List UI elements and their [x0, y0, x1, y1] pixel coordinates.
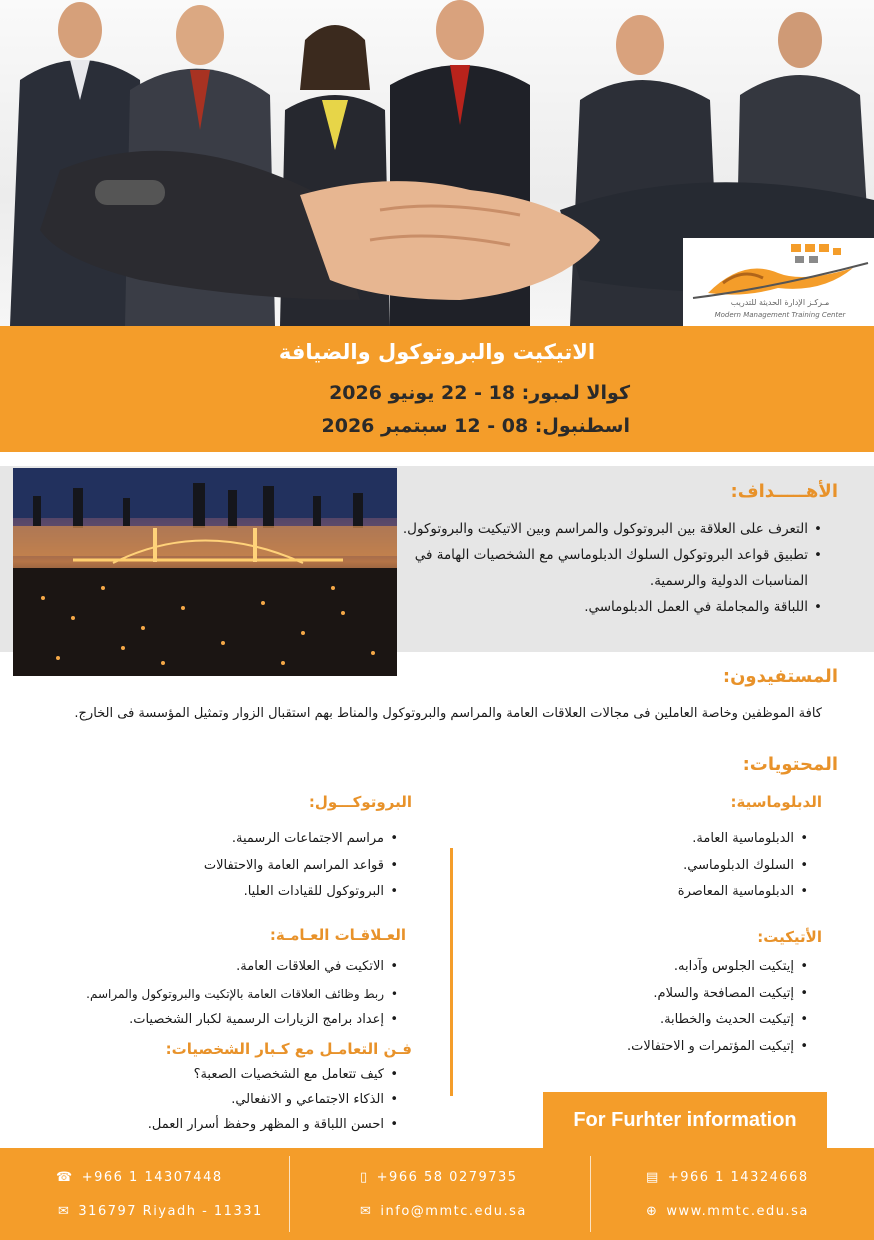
mobile-number: +966 58 0279735	[376, 1170, 518, 1185]
etiquette-heading: الأتيكيت:	[757, 928, 822, 946]
contact-footer	[0, 1148, 874, 1240]
list-item: • الاتكيت في العلاقات العامة.	[0, 954, 398, 981]
list-item: • ربط وظائف العلاقات العامة بالإتكيت والبروتوكول والمراسم.	[0, 981, 398, 1008]
list-item: • الدبلوماسية المعاصرة	[508, 879, 808, 906]
hero-photo	[0, 0, 874, 326]
istanbul-city-photo	[13, 468, 397, 676]
postal-address: 316797 Riyadh - 11331	[78, 1204, 263, 1219]
globe-icon: ⊕	[646, 1204, 659, 1219]
mobile-contact	[360, 1170, 518, 1185]
list-item: • إعداد برامج الزيارات الرسمية لكبار الشخصيات.	[0, 1007, 398, 1034]
list-item: • البروتوكول للقيادات العليا.	[8, 879, 398, 906]
vip-list	[8, 1062, 398, 1137]
phone-contact	[56, 1170, 223, 1185]
list-item: • إتيكيت الحديث والخطابة.	[508, 1007, 808, 1034]
contents-heading: المحتويات:	[742, 754, 838, 775]
course-title: الاتيكيت والبروتوكول والضيافة	[278, 340, 596, 364]
center-logo	[683, 238, 874, 326]
fax-icon: ▤	[646, 1170, 660, 1185]
phone-icon: ☎	[56, 1170, 74, 1185]
diplomacy-heading: الدبلوماسية:	[730, 793, 822, 811]
email-contact[interactable]	[360, 1204, 527, 1219]
protocol-list	[8, 826, 398, 906]
beneficiaries-text: كافة الموظفين وخاصة العاملين فى مجالات العلاقات العامة والمراسم والبروتوكول والمناط بهم استقبال الزوار وتمثيل المؤسسة فى الخارج.	[74, 706, 822, 721]
list-item: • إيتكيت الجلوس وآدابه.	[508, 954, 808, 981]
phone-number: +966 1 14307448	[81, 1170, 223, 1185]
footer-divider	[590, 1156, 591, 1232]
logo-english-name: Modern Management Training Center	[714, 311, 846, 319]
list-item: • التعرف على العلاقة بين البروتوكول والمراسم وبين الاتيكيت والبروتوكول.	[402, 516, 822, 542]
further-information-banner: For Furhter information	[543, 1092, 827, 1149]
email-address[interactable]: info@mmtc.edu.sa	[380, 1204, 527, 1219]
date-location-kuala-lumpur: كوالا لمبور: 18 - 22 يونيو 2026	[329, 382, 630, 404]
date-location-istanbul: اسطنبول: 08 - 12 سبتمبر 2026	[321, 415, 630, 437]
vip-heading: فـن التعامـل مع كـبار الشخصيات:	[165, 1040, 412, 1058]
list-item: • تطبيق قواعد البروتوكول السلوك الدبلوماسي مع الشخصيات الهامة في المناسبات الدولية والرسمية.	[402, 542, 822, 594]
objectives-heading: الأهـــــداف:	[730, 481, 838, 502]
city-night-illustration	[13, 468, 397, 676]
list-item: • قواعد المراسم العامة والاحتفالات	[8, 853, 398, 880]
beneficiaries-heading: المستفيدون:	[722, 666, 838, 687]
etiquette-list	[508, 954, 808, 1060]
fax-number: +966 1 14324668	[667, 1170, 809, 1185]
website-url[interactable]: www.mmtc.edu.sa	[666, 1204, 809, 1219]
list-item: • احسن اللباقة و المظهر وحفظ أسرار العمل.	[8, 1112, 398, 1137]
public-relations-list	[0, 954, 398, 1034]
list-item: • الدبلوماسية العامة.	[508, 826, 808, 853]
public-relations-heading: العـلاقـات العـامـة:	[269, 926, 406, 944]
envelope-icon: ✉	[360, 1204, 373, 1219]
objectives-list	[402, 516, 822, 620]
footer-divider	[289, 1156, 290, 1232]
list-item: • اللباقة والمجاملة في العمل الدبلوماسي.	[402, 594, 822, 620]
website-contact[interactable]	[646, 1204, 809, 1219]
mobile-icon: ▯	[360, 1170, 369, 1185]
fax-contact	[646, 1170, 809, 1185]
list-item: • السلوك الدبلوماسي.	[508, 853, 808, 880]
address-contact	[58, 1204, 263, 1219]
list-item: • الذكاء الاجتماعي و الانفعالي.	[8, 1087, 398, 1112]
diplomacy-list	[508, 826, 808, 906]
protocol-heading: البروتوكـــول:	[308, 793, 412, 811]
logo-arabic-name: مـركـز الإدارة الحديثة للتدريب	[730, 298, 830, 307]
list-item: • كيف تتعامل مع الشخصيات الصعبة؟	[8, 1062, 398, 1087]
list-item: • إتيكيت المصافحة والسلام.	[508, 981, 808, 1008]
envelope-icon: ✉	[58, 1204, 71, 1219]
column-divider	[450, 848, 453, 1096]
title-band	[0, 326, 874, 452]
list-item: • مراسم الاجتماعات الرسمية.	[8, 826, 398, 853]
list-item: • إتيكيت المؤتمرات و الاحتفالات.	[508, 1034, 808, 1061]
